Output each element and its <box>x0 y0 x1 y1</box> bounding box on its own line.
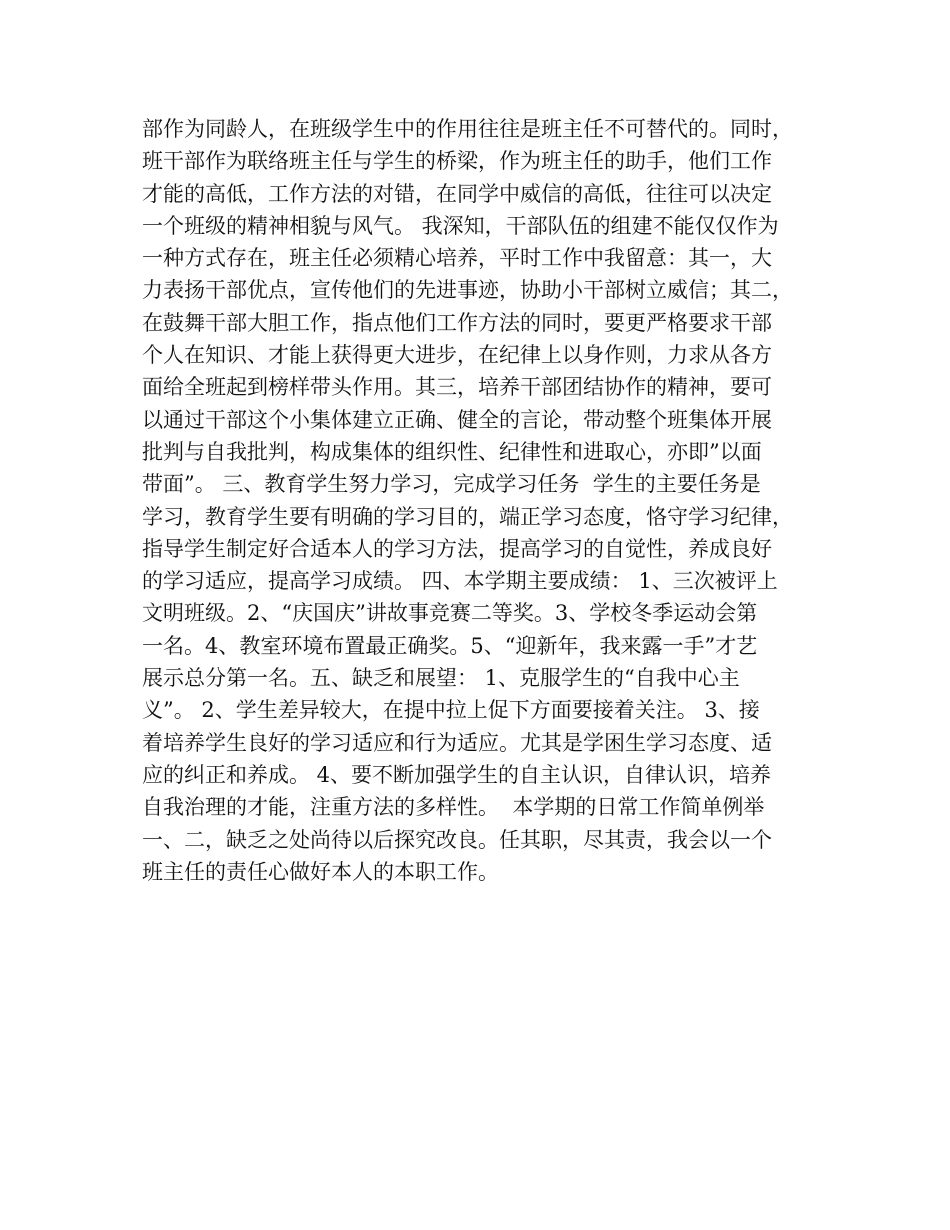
text-line: 力表扬干部优点，宣传他们的先进事迹，协助小干部树立威信；其二， <box>142 278 793 303</box>
text-line: 面给全班起到榜样带头作用。其三，培养干部团结协作的精神，要可 <box>142 375 772 400</box>
text-line: 部作为同龄人，在班级学生中的作用往往是班主任不可替代的。同时， <box>142 117 793 141</box>
text-line: 自我治理的才能，注重方法的多样性。 本学期的日常工作简单例举 <box>142 795 765 820</box>
text-line: 个人在知识、才能上获得更大进步，在纪律上以身作则，力求从各方 <box>142 343 772 368</box>
text-line: 带面”。 三、教育学生努力学习，完成学习任务 学生的主要任务是 <box>142 472 761 497</box>
text-line: 义”。 2、学生差异较大，在提中拉上促下方面要接着关注。 3、接 <box>142 698 760 723</box>
body-text <box>142 113 842 888</box>
text-line: 文明班级。2、“庆国庆”讲故事竞赛二等奖。3、学校冬季运动会第 <box>142 601 758 626</box>
text-line: 一个班级的精神相貌与风气。 我深知，干部队伍的组建不能仅仅作为 <box>142 213 779 238</box>
text-line: 的学习适应，提高学习成绩。 四、本学期主要成绩： 1、三次被评上 <box>142 569 778 594</box>
text-line: 学习，教育学生要有明确的学习目的，端正学习态度，恪守学习纪律， <box>142 504 793 529</box>
text-line: 批判与自我批判，构成集体的组织性、纪律性和进取心，亦即”以面 <box>142 439 762 464</box>
text-line: 班干部作为联络班主任与学生的桥梁，作为班主任的助手，他们工作 <box>142 149 772 174</box>
text-line: 班主任的责任心做好本人的本职工作。 <box>142 859 499 884</box>
text-line: 才能的高低，工作方法的对错，在同学中威信的高低，往往可以决定 <box>142 181 772 206</box>
text-line: 以通过干部这个小集体建立正确、健全的言论，带动整个班集体开展 <box>142 407 772 432</box>
text-line: 一种方式存在，班主任必须精心培养，平时工作中我留意：其一，大 <box>142 246 772 271</box>
text-line: 一、二，缺乏之处尚待以后探究改良。任其职，尽其责，我会以一个 <box>142 827 772 852</box>
text-line: 指导学生制定好合适本人的学习方法，提高学习的自觉性，养成良好 <box>142 536 772 561</box>
text-line: 一名。4、教室环境布置最正确奖。5、“迎新年，我来露一手”才艺 <box>142 633 758 658</box>
text-line: 在鼓舞干部大胆工作，指点他们工作方法的同时，要更严格要求干部 <box>142 310 772 335</box>
text-line: 展示总分第一名。五、缺乏和展望： 1、克服学生的“自我中心主 <box>142 666 740 691</box>
text-line: 着培养学生良好的学习适应和行为适应。尤其是学困生学习态度、适 <box>142 730 772 755</box>
text-line: 应的纠正和养成。 4、要不断加强学生的自主认识，自律认识，培养 <box>142 762 772 787</box>
